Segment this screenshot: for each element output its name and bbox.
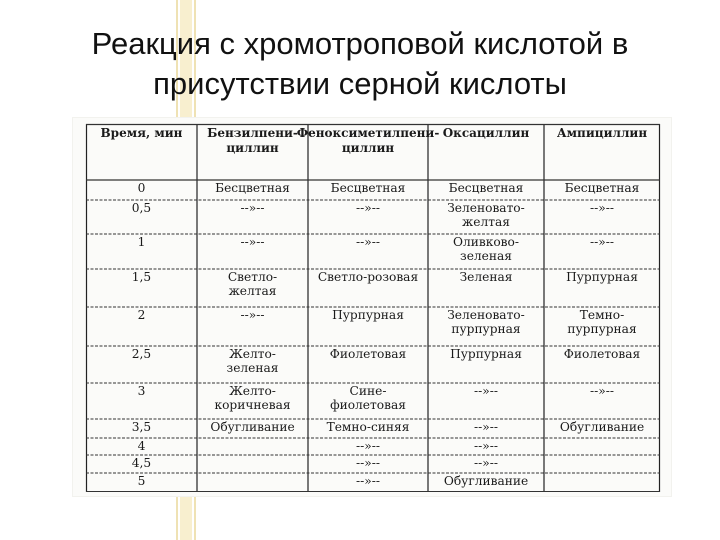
table-cell: Темно- пурпурная [567,308,637,336]
table-cell [546,457,658,472]
table-header-cell: Феноксиметилпени- циллин [296,126,440,155]
table-cell: Бесцветная [330,181,406,195]
table-cell: Зеленая [459,270,513,284]
table-cell: 4,5 [131,456,152,470]
table-cell: --»-- [590,201,614,215]
table-cell: --»-- [356,201,380,215]
table-cell: --»-- [240,308,265,322]
table-cell [199,475,306,491]
table-cell: --»-- [590,384,614,398]
table-cell: 0 [137,181,146,195]
table-cell: Желто- зеленая [226,347,279,375]
table-cell: Бесцветная [215,181,290,195]
table-cell: Светло- желтая [227,270,278,298]
table-cell: --»-- [356,456,380,470]
table-cell [546,475,658,491]
table-cell: Светло-розовая [317,270,419,284]
table-cell: Обугливание [443,474,529,488]
table-cell: Пурпурная [566,270,638,284]
table-cell: --»-- [356,439,380,453]
table-cell: Желто- коричневая [214,384,291,412]
table-cell [546,440,658,454]
table-cell: Бесцветная [448,181,524,195]
title-line-1: Реакция с хромотроповой кислотой в [91,26,629,61]
table-cell: --»-- [474,420,498,434]
table-cell: Бесцветная [564,181,640,195]
table-cell: 4 [137,439,146,453]
table-cell: 2,5 [131,347,152,361]
table-cell [199,457,306,472]
table-cell: Зеленовато- пурпурная [447,308,525,336]
table-cell: 3 [137,384,146,398]
table-cell: 0,5 [131,201,152,215]
table-cell: Фиолетовая [563,347,641,361]
table-cell: 3,5 [131,420,152,434]
table-header-cell: Оксациллин [442,126,530,140]
table-cell: 2 [137,308,146,322]
table-header-cell: Время, мин [100,126,183,140]
table-cell: Зеленовато- желтая [447,201,525,229]
table-cell: Темно-синяя [326,420,410,434]
table-cell: 5 [137,474,146,488]
table-cell: Сине- фиолетовая [330,384,406,412]
table-cell: --»-- [240,235,265,249]
table-cell: 1 [137,235,146,249]
table-cell: Пурпурная [332,308,404,322]
table-cell [199,440,306,454]
table-cell: 1,5 [131,270,152,284]
table-cell: Оливково- зеленая [453,235,519,263]
table-cell: --»-- [356,474,380,488]
table-cell: --»-- [474,456,498,470]
slide-title [20,24,700,104]
table-cell: --»-- [474,384,498,398]
table-cell: Фиолетовая [329,347,407,361]
table-cell: --»-- [240,201,265,215]
table-cell: Обугливание [210,420,295,434]
table-header-cell: Ампициллин [556,126,648,140]
data-table [86,124,660,492]
title-line-2: присутствии серной кислоты [153,66,567,101]
table-header-cell: Бензилпени- циллин [207,126,298,155]
table-cell: --»-- [356,235,380,249]
table-cell: Обугливание [559,420,645,434]
table-cell: Пурпурная [450,347,522,361]
table-cell: --»-- [590,235,614,249]
table-cell: --»-- [474,439,498,453]
